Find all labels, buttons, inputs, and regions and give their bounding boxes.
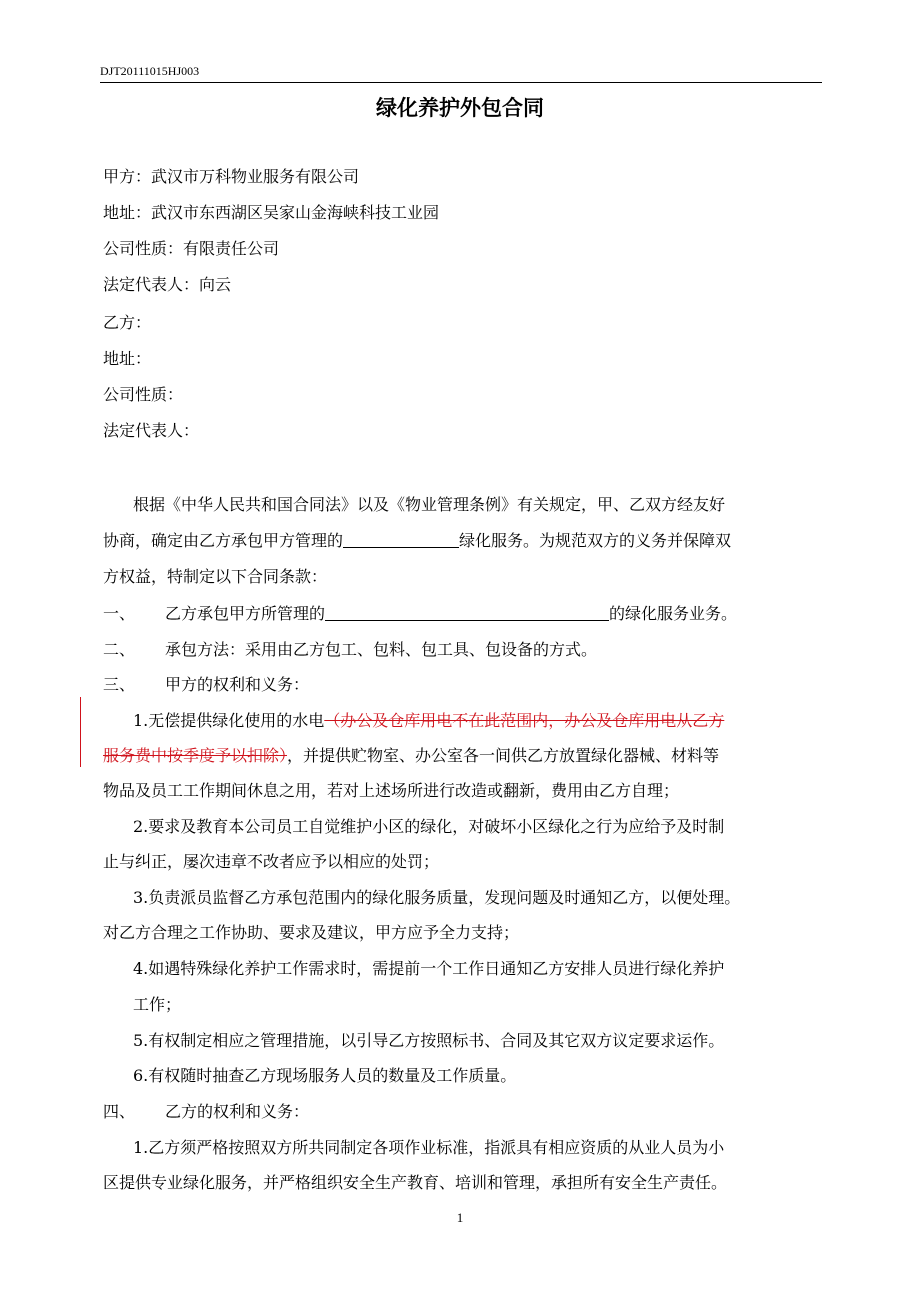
party-a-address: 地址：武汉市东西湖区吴家山金海峡科技工业园 xyxy=(103,203,440,222)
section-1-number: 一、 xyxy=(103,604,136,623)
party-b-address: 地址： xyxy=(103,349,152,368)
deleted-text-1: （办公及仓库用电不在此范围内，办公及仓库用电从乙方 xyxy=(324,711,725,730)
a-right-1-start: 1.无偿提供绿化使用的水电 xyxy=(133,711,325,730)
party-b-nature: 公司性质： xyxy=(103,385,184,404)
document-title: 绿化养护外包合同 xyxy=(376,96,544,120)
a-right-1-line-3: 物品及员工工作期间休息之用，若对上述场所进行改造或翻新，费用由乙方自理； xyxy=(103,781,680,800)
section-4-number: 四、 xyxy=(103,1102,136,1121)
document-id: DJT20111015HJ003 xyxy=(100,64,200,78)
section-1-end: 的绿化服务业务。 xyxy=(609,604,738,623)
intro-line-2-end: 绿化服务。为规范双方的义务并保障双 xyxy=(459,531,732,550)
a-right-6: 6.有权随时抽查乙方现场服务人员的数量及工作质量。 xyxy=(133,1066,517,1085)
intro-line-2 xyxy=(103,528,731,551)
section-3-number: 三、 xyxy=(103,675,136,694)
party-a-name: 甲方：武汉市万科物业服务有限公司 xyxy=(103,167,360,186)
header-divider xyxy=(100,82,822,83)
managed-area-blank[interactable] xyxy=(325,605,609,621)
section-4-heading: 乙方的权利和义务： xyxy=(165,1102,310,1121)
party-a-representative: 法定代表人：向云 xyxy=(103,275,232,294)
section-3-heading: 甲方的权利和义务： xyxy=(165,675,310,694)
a-right-3-line-2: 对乙方合理之工作协助、要求及建议，甲方应予全力支持； xyxy=(103,923,520,942)
intro-line-2-start: 协商，确定由乙方承包甲方管理的 xyxy=(103,531,344,550)
deleted-text-2: 服务费中按季度予以扣除） xyxy=(103,746,288,765)
a-right-2-line-2: 止与纠正，屡次违章不改者应予以相应的处罚； xyxy=(103,852,440,871)
section-1-start: 乙方承包甲方所管理的 xyxy=(165,604,326,623)
a-right-1-line-1 xyxy=(133,708,724,731)
party-b-representative: 法定代表人： xyxy=(103,421,200,440)
a-right-5: 5.有权制定相应之管理措施，以引导乙方按照标书、合同及其它双方议定要求运作。 xyxy=(133,1031,725,1050)
a-right-1-continued: ，并提供贮物室、办公室各一间供乙方放置绿化器械、材料等 xyxy=(287,746,720,765)
party-a-nature: 公司性质：有限责任公司 xyxy=(103,239,280,258)
intro-line-1: 根据《中华人民共和国合同法》以及《物业管理条例》有关规定，甲、乙双方经友好 xyxy=(133,495,726,514)
party-b-name: 乙方： xyxy=(103,313,152,332)
page-number: 1 xyxy=(456,1210,464,1225)
a-right-4-line-2: 工作； xyxy=(133,995,182,1014)
a-right-1-line-2 xyxy=(103,743,719,766)
a-right-4-line-1: 4.如遇特殊绿化养护工作需求时，需提前一个工作日通知乙方安排人员进行绿化养护 xyxy=(133,959,725,978)
b-right-1-line-2: 区提供专业绿化服务，并严格组织安全生产教育、培训和管理，承担所有安全生产责任。 xyxy=(103,1173,728,1192)
a-right-3-line-1: 3.负责派员监督乙方承包范围内的绿化服务质量，发现问题及时通知乙方，以便处理。 xyxy=(133,888,741,907)
revision-change-bar xyxy=(80,697,81,767)
section-2-number: 二、 xyxy=(103,640,136,659)
a-right-2-line-1: 2.要求及教育本公司员工自觉维护小区的绿化，对破坏小区绿化之行为应给予及时制 xyxy=(133,817,725,836)
intro-line-3: 方权益，特制定以下合同条款： xyxy=(103,567,328,586)
b-right-1-line-1: 1.乙方须严格按照双方所共同制定各项作业标准，指派具有相应资质的从业人员为小 xyxy=(133,1138,725,1157)
section-2-text: 承包方法：采用由乙方包工、包料、包工具、包设备的方式。 xyxy=(165,640,598,659)
section-1-text xyxy=(165,601,737,624)
service-scope-blank[interactable] xyxy=(343,532,459,548)
